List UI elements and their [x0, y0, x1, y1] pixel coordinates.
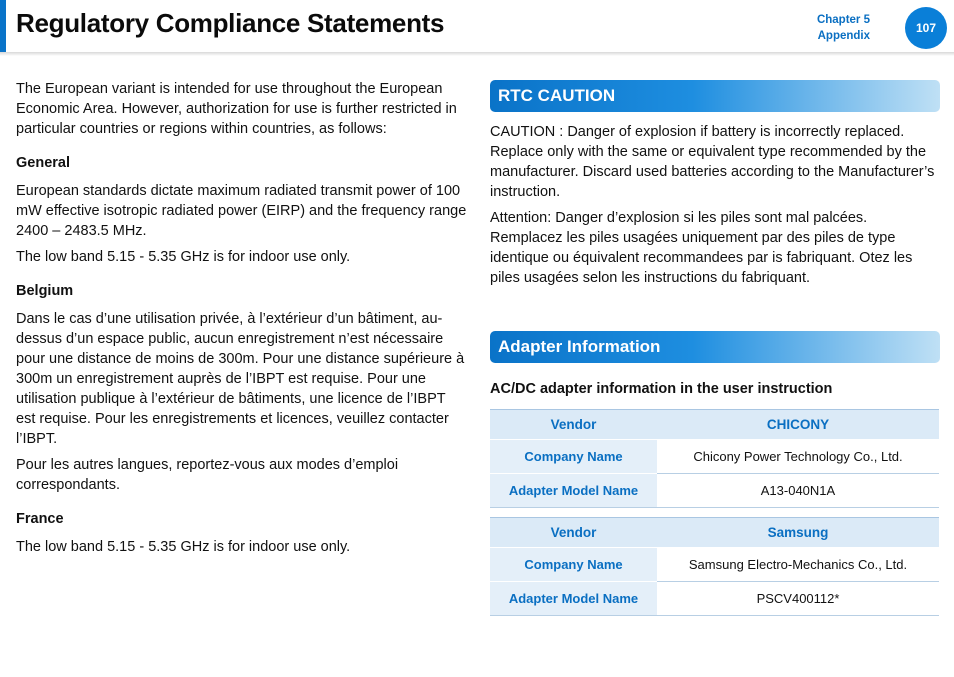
table-header-row	[490, 518, 939, 548]
france-paragraph-1: The low band 5.15 - 5.35 GHz is for indoor use only.	[16, 539, 351, 555]
table-row	[490, 474, 939, 508]
rtc-caution-paragraph-en: CAUTION : Danger of explosion if battery is incorrectly replaced. Replace only with the same or equivalent type recommended by the manufacturer. Discard used batteries according to the Manufacturer’s instruction.	[490, 124, 935, 200]
table-row	[490, 582, 939, 616]
adapter-model-label: Adapter Model Name	[490, 582, 657, 616]
general-paragraph-2: The low band 5.15 - 5.35 GHz is for indoor use only.	[16, 249, 351, 265]
adapter-model-value: A13-040N1A	[657, 474, 939, 508]
belgium-paragraph-1: Dans le cas d’une utilisation privée, à l’extérieur d’un bâtiment, au-dessus d’un espace public, aucun enregistrement n’est nécessaire pour une distance de moins de 300m. Pour une distance supérieure à 300m un enregistrement auprès de l’IBPT est requise. Pour une utilisation publique à l’extérieur de bâtiments, une licence de l’IBPT est requise. Pour les enregistrements et licences, veuillez contacter l’IBPT.	[16, 311, 465, 447]
company-name-value: Chicony Power Technology Co., Ltd.	[657, 440, 939, 474]
header-divider	[0, 52, 954, 56]
vendor-header-label: Vendor	[490, 410, 657, 440]
header-accent-bar	[0, 0, 6, 52]
adapter-model-label: Adapter Model Name	[490, 474, 657, 508]
adapter-model-value: PSCV400112*	[657, 582, 939, 616]
general-paragraph-1: European standards dictate maximum radiated transmit power of 100 mW effective isotropic radiated power (EIRP) and the frequency range 2400 – 2483.5 MHz.	[16, 183, 467, 239]
page-title: Regulatory Compliance Statements	[16, 8, 445, 38]
rtc-caution-heading: RTC CAUTION	[490, 80, 940, 112]
general-heading: General	[16, 155, 70, 171]
vendor-table-chicony	[490, 409, 939, 508]
table-row	[490, 548, 939, 582]
adapter-information-heading: Adapter Information	[490, 331, 940, 363]
left-column	[16, 79, 468, 563]
right-column	[490, 80, 940, 625]
adapter-table-caption: AC/DC adapter information in the user instruction	[490, 381, 833, 397]
france-heading: France	[16, 511, 64, 527]
company-name-value: Samsung Electro-Mechanics Co., Ltd.	[657, 548, 939, 582]
company-name-label: Company Name	[490, 548, 657, 582]
company-name-label: Company Name	[490, 440, 657, 474]
vendor-table-samsung	[490, 517, 939, 616]
vendor-header-value: Samsung	[657, 518, 939, 548]
section-spacer	[490, 294, 940, 331]
vendor-header-label: Vendor	[490, 518, 657, 548]
chapter-info	[817, 12, 870, 44]
belgium-paragraph-2: Pour les autres langues, reportez-vous aux modes d’emploi correspondants.	[16, 457, 399, 493]
section-label: Appendix	[817, 30, 870, 42]
belgium-heading: Belgium	[16, 283, 74, 299]
vendor-header-value: CHICONY	[657, 410, 939, 440]
table-row	[490, 440, 939, 474]
table-header-row	[490, 410, 939, 440]
intro-paragraph: The European variant is intended for use throughout the European Economic Area. However, authorization for use is further restricted in particular countries or regions within countries, as follows:	[16, 81, 457, 137]
chapter-label: Chapter 5	[816, 14, 870, 26]
rtc-caution-paragraph-fr: Attention: Danger d’explosion si les piles sont mal palcées. Remplacez les piles usagées uniquement par des piles de type identique ou équivalent recommandees par is fabriquant. Otez les piles usagées selon les instructions du fabriquant.	[490, 210, 913, 286]
page-number-badge: 107	[905, 7, 947, 49]
